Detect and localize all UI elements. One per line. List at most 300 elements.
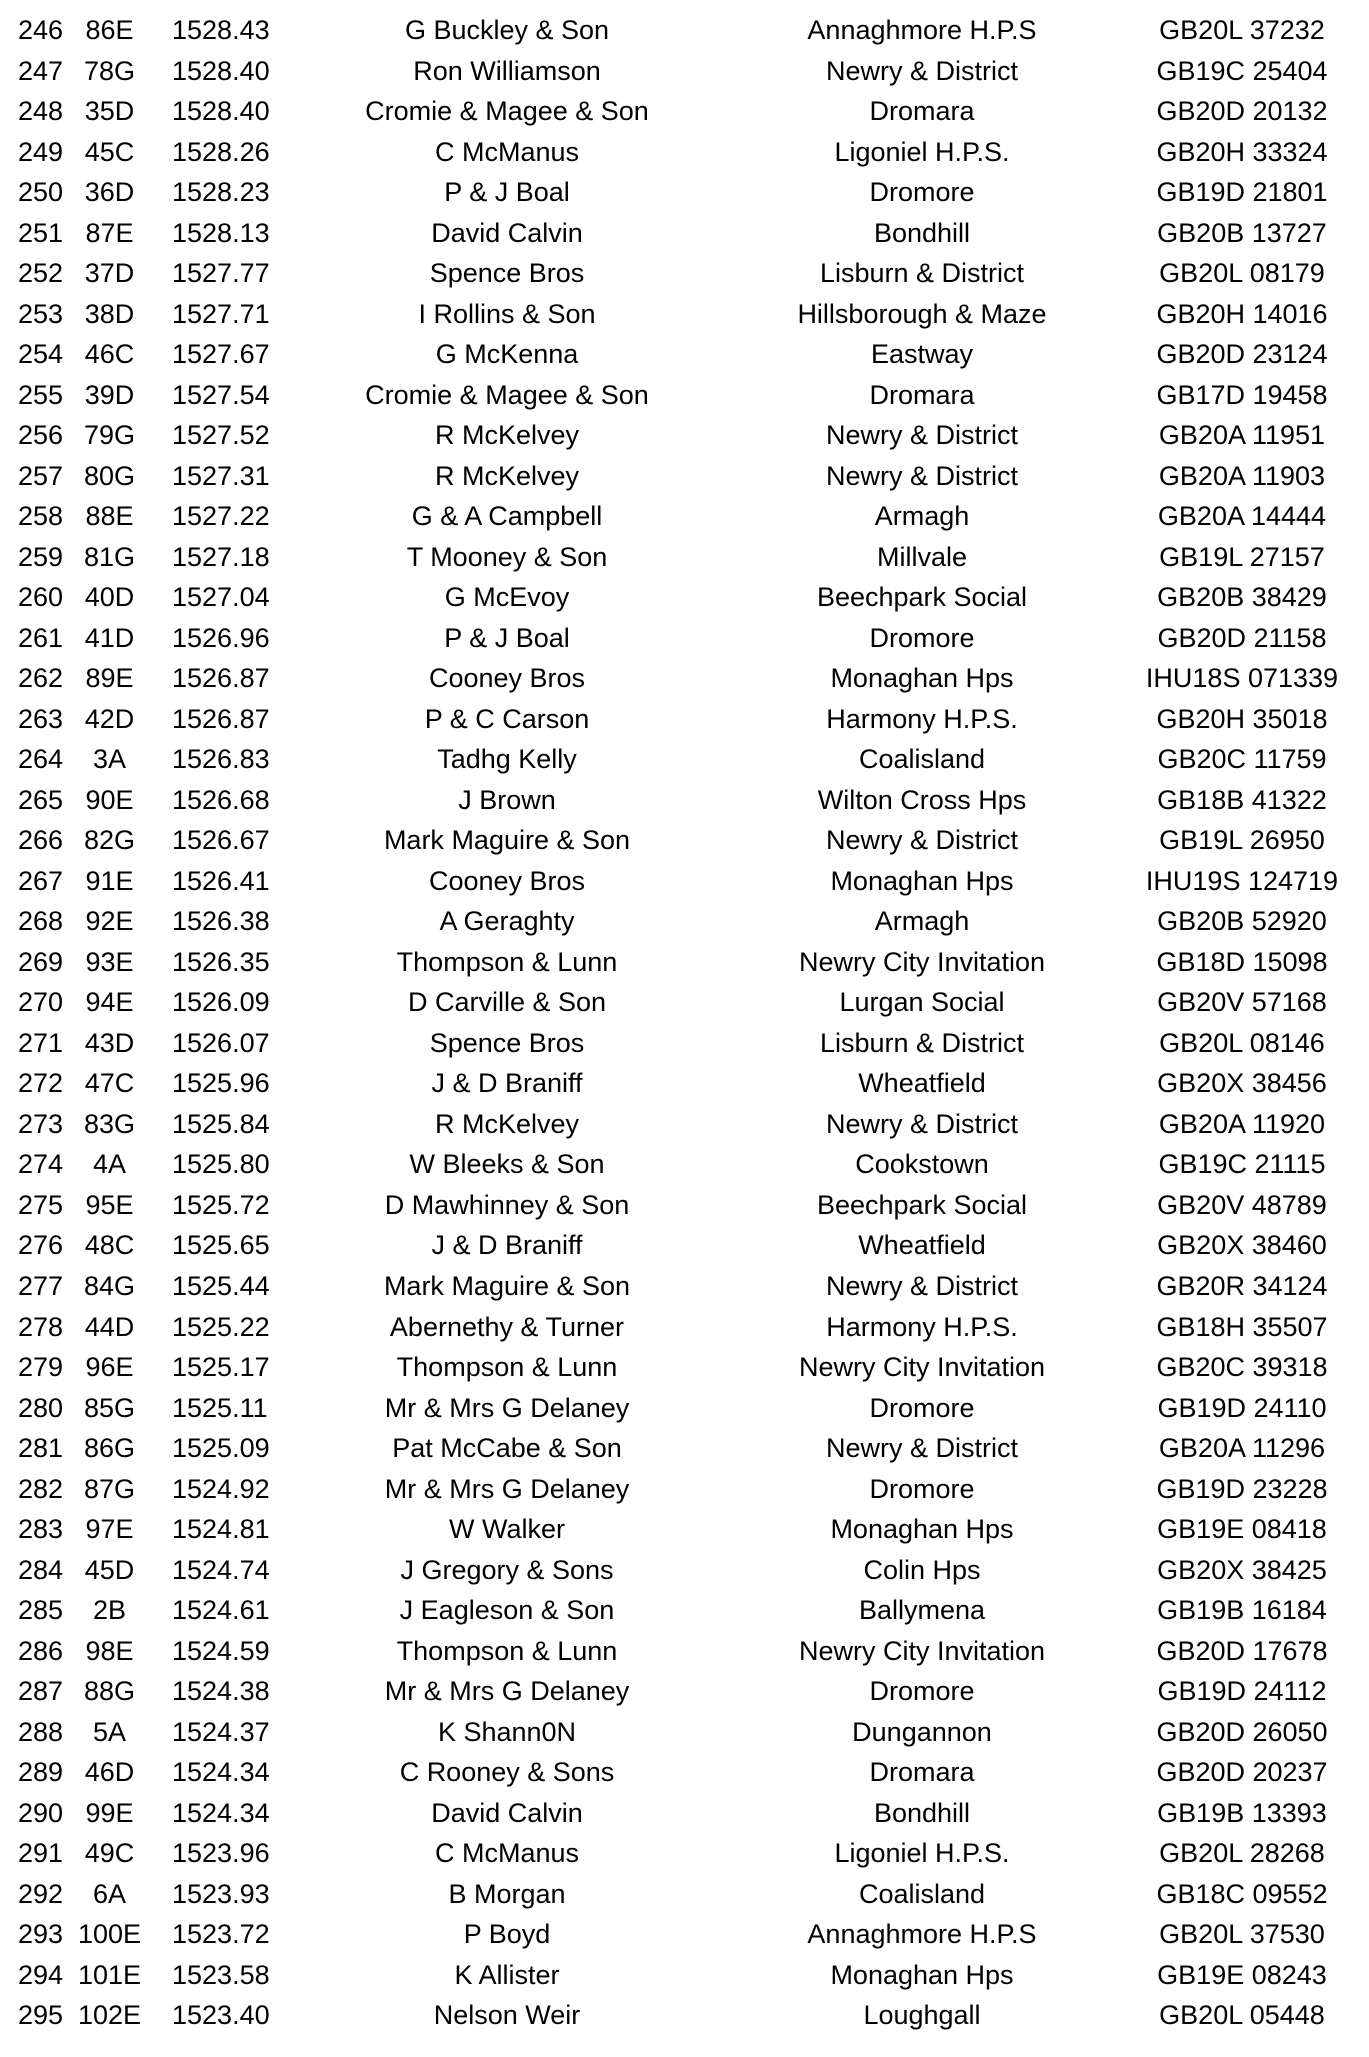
ring-number-cell: 86G [83, 1433, 136, 1464]
ring-number-cell: 83G [83, 1108, 136, 1139]
velocity-cell: 1528.26 [172, 136, 270, 167]
ring-id-cell: GB20V 48789 [1157, 1189, 1327, 1220]
fancier-name-cell: Nelson Weir [433, 2000, 581, 2031]
velocity-cell: 1523.72 [172, 1919, 270, 1950]
ring-number-cell: 87E [85, 217, 134, 248]
club-cell: Newry City Invitation [798, 1352, 1046, 1383]
fancier-name-cell: Thompson & Lunn [396, 1635, 618, 1666]
ring-number-cell: 93E [85, 946, 134, 977]
table-row [0, 1550, 1369, 1591]
fancier-name-cell: J Eagleson & Son [399, 1595, 615, 1626]
ring-id-cell: GB20D 26050 [1156, 1716, 1328, 1747]
club-cell: Annaghmore H.P.S [807, 15, 1037, 45]
ring-number-cell: 37D [84, 258, 135, 289]
table-row [0, 1955, 1369, 1996]
fancier-name-cell: Cooney Bros [428, 663, 586, 694]
ring-number-cell: 46D [84, 1757, 135, 1788]
ring-id-cell: IHU19S 124719 [1145, 865, 1339, 896]
table-row [0, 253, 1369, 294]
ring-id-cell: GB19C 21115 [1158, 1149, 1326, 1180]
fancier-name-cell: D Mawhinney & Son [384, 1189, 630, 1220]
position-cell: 293 [18, 1919, 64, 1950]
table-row [0, 1793, 1369, 1834]
ring-id-cell: GB20H 33324 [1156, 136, 1328, 167]
ring-number-cell: 97E [85, 1514, 134, 1545]
position-cell: 287 [18, 1676, 64, 1707]
fancier-name-cell: J & D Braniff [431, 1230, 583, 1261]
ring-id-cell: GB20A 11920 [1158, 1108, 1326, 1139]
fancier-name-cell: Spence Bros [429, 1027, 585, 1058]
club-cell: Monaghan Hps [830, 865, 1014, 896]
ring-number-cell: 88E [85, 501, 134, 532]
fancier-name-cell: Tadhg Kelly [437, 744, 577, 775]
table-row [0, 658, 1369, 699]
fancier-name-cell: P & J Boal [444, 622, 570, 653]
position-cell: 261 [18, 622, 64, 653]
position-cell: 251 [18, 217, 64, 248]
fancier-name-cell: J Brown [458, 784, 556, 815]
ring-number-cell: 4A [92, 1149, 127, 1180]
velocity-cell: 1526.41 [172, 865, 270, 896]
club-cell: Dungannon [852, 1716, 992, 1747]
ring-number-cell: 5A [92, 1716, 127, 1747]
ring-id-cell: GB20H 14016 [1156, 298, 1328, 329]
club-cell: Wheatfield [858, 1230, 986, 1261]
fancier-name-cell: G & A Campbell [411, 501, 603, 532]
ring-id-cell: GB20A 11296 [1158, 1433, 1326, 1464]
velocity-cell: 1525.22 [172, 1311, 270, 1342]
ring-id-cell: GB20D 20237 [1156, 1757, 1328, 1788]
position-cell: 276 [18, 1230, 64, 1261]
club-cell: Coalisland [858, 744, 986, 775]
club-cell: Harmony H.P.S. [826, 1311, 1018, 1342]
velocity-cell: 1524.34 [172, 1797, 270, 1828]
ring-number-cell: 88G [83, 1676, 136, 1707]
table-row [0, 901, 1369, 942]
ring-id-cell: GB20R 34124 [1156, 1270, 1328, 1301]
ring-id-cell: GB18D 15098 [1156, 946, 1328, 977]
position-cell: 250 [18, 177, 64, 208]
fancier-name-cell: Thompson & Lunn [396, 946, 618, 977]
ring-number-cell: 102E [77, 2000, 142, 2031]
ring-id-cell: GB19E 08243 [1157, 1959, 1327, 1990]
ring-number-cell: 95E [85, 1189, 134, 1220]
fancier-name-cell: Cooney Bros [428, 865, 586, 896]
ring-number-cell: 84G [83, 1270, 136, 1301]
ring-id-cell: GB20B 52920 [1157, 906, 1327, 937]
club-cell: Monaghan Hps [830, 1959, 1014, 1990]
ring-id-cell: GB19E 08418 [1157, 1514, 1327, 1545]
table-row [0, 456, 1369, 497]
velocity-cell: 1524.92 [172, 1473, 270, 1504]
club-cell: Newry & District [825, 55, 1018, 86]
velocity-cell: 1528.40 [172, 96, 270, 127]
club-cell: Wheatfield [858, 1068, 986, 1099]
club-cell: Ligoniel H.P.S. [834, 1838, 1010, 1869]
ring-id-cell: GB20A 11951 [1158, 420, 1326, 451]
ring-number-cell: 90E [85, 784, 134, 815]
fancier-name-cell: Spence Bros [429, 258, 585, 289]
position-cell: 269 [18, 946, 64, 977]
velocity-cell: 1527.04 [172, 582, 270, 613]
table-row [0, 1874, 1369, 1915]
fancier-name-cell: D Carville & Son [407, 987, 607, 1018]
club-cell: Monaghan Hps [830, 663, 1014, 694]
position-cell: 284 [18, 1554, 64, 1585]
velocity-cell: 1526.09 [172, 987, 270, 1018]
table-row [0, 1914, 1369, 1955]
ring-number-cell: 3A [92, 744, 127, 775]
fancier-name-cell: A Geraghty [439, 906, 575, 937]
table-row [0, 1063, 1369, 1104]
ring-number-cell: 45D [84, 1554, 135, 1585]
club-cell: Newry & District [825, 420, 1018, 451]
table-row [0, 780, 1369, 821]
velocity-cell: 1527.22 [172, 501, 270, 532]
velocity-cell: 1526.67 [172, 825, 270, 856]
velocity-cell: 1525.44 [172, 1270, 270, 1301]
ring-number-cell: 94E [85, 987, 134, 1018]
position-cell: 282 [18, 1473, 64, 1504]
velocity-cell: 1526.83 [172, 744, 270, 775]
club-cell: Armagh [874, 906, 970, 937]
table-row [0, 1347, 1369, 1388]
ring-id-cell: GB20V 57168 [1157, 987, 1327, 1018]
club-cell: Bondhill [873, 1797, 971, 1828]
ring-id-cell: GB20L 37232 [1159, 15, 1325, 45]
table-row [0, 942, 1369, 983]
position-cell: 286 [18, 1635, 64, 1666]
fancier-name-cell: David Calvin [431, 1797, 583, 1828]
velocity-cell: 1527.67 [172, 339, 270, 370]
table-row [0, 1469, 1369, 1510]
velocity-cell: 1526.35 [172, 946, 270, 977]
fancier-name-cell: J & D Braniff [431, 1068, 583, 1099]
ring-number-cell: 48C [84, 1230, 135, 1261]
velocity-cell: 1526.68 [172, 784, 270, 815]
ring-number-cell: 101E [77, 1959, 142, 1990]
velocity-cell: 1523.93 [172, 1878, 270, 1909]
position-cell: 272 [18, 1068, 64, 1099]
table-row [0, 618, 1369, 659]
ring-number-cell: 39D [84, 379, 135, 410]
ring-number-cell: 89E [85, 663, 134, 694]
position-cell: 255 [18, 379, 64, 410]
club-cell: Colin Hps [863, 1554, 981, 1585]
velocity-cell: 1524.38 [172, 1676, 270, 1707]
fancier-name-cell: T Mooney & Son [406, 541, 608, 572]
table-row [0, 577, 1369, 618]
ring-number-cell: 2B [92, 1595, 127, 1626]
table-row [0, 294, 1369, 335]
position-cell: 292 [18, 1878, 64, 1909]
position-cell: 278 [18, 1311, 64, 1342]
ring-id-cell: GB20L 28268 [1159, 1838, 1325, 1869]
fancier-name-cell: R McKelvey [434, 460, 580, 491]
club-cell: Dromore [869, 1392, 975, 1423]
velocity-cell: 1524.34 [172, 1757, 270, 1788]
position-cell: 256 [18, 420, 64, 451]
fancier-name-cell: G Buckley & Son [404, 15, 610, 45]
position-cell: 268 [18, 906, 64, 937]
velocity-cell: 1526.07 [172, 1027, 270, 1058]
ring-id-cell: GB19C 25404 [1156, 55, 1328, 86]
position-cell: 289 [18, 1757, 64, 1788]
ring-number-cell: 46C [84, 339, 135, 370]
position-cell: 264 [18, 744, 64, 775]
ring-id-cell: GB19D 24110 [1157, 1392, 1327, 1423]
ring-number-cell: 80G [83, 460, 136, 491]
table-row [0, 861, 1369, 902]
table-row [0, 1995, 1369, 2036]
fancier-name-cell: R McKelvey [434, 1108, 580, 1139]
table-row [0, 699, 1369, 740]
club-cell: Wilton Cross Hps [817, 784, 1027, 815]
club-cell: Dromara [869, 379, 975, 410]
position-cell: 252 [18, 258, 64, 289]
table-row [0, 91, 1369, 132]
club-cell: Dromore [869, 622, 975, 653]
club-cell: Monaghan Hps [830, 1514, 1014, 1545]
table-row [0, 1307, 1369, 1348]
table-row [0, 10, 1369, 51]
position-cell: 248 [18, 96, 64, 127]
ring-id-cell: GB19B 16184 [1157, 1595, 1327, 1626]
fancier-name-cell: Abernethy & Turner [389, 1311, 625, 1342]
fancier-name-cell: Cromie & Magee & Son [365, 379, 649, 410]
velocity-cell: 1527.54 [172, 379, 270, 410]
club-cell: Eastway [870, 339, 974, 370]
velocity-cell: 1525.96 [172, 1068, 270, 1099]
club-cell: Newry & District [825, 825, 1018, 856]
ring-id-cell: GB20D 20132 [1156, 96, 1328, 127]
ring-id-cell: GB18B 41322 [1157, 784, 1327, 815]
club-cell: Bondhill [873, 217, 971, 248]
fancier-name-cell: Mark Maguire & Son [383, 825, 631, 856]
club-cell: Beechpark Social [816, 582, 1028, 613]
position-cell: 294 [18, 1959, 64, 1990]
ring-id-cell: GB19B 13393 [1157, 1797, 1327, 1828]
table-row [0, 172, 1369, 213]
ring-id-cell: GB20L 37530 [1159, 1919, 1325, 1950]
ring-number-cell: 100E [77, 1919, 142, 1950]
fancier-name-cell: W Bleeks & Son [409, 1149, 605, 1180]
club-cell: Annaghmore H.P.S [807, 1919, 1037, 1950]
velocity-cell: 1526.87 [172, 663, 270, 694]
fancier-name-cell: J Gregory & Sons [400, 1554, 614, 1585]
fancier-name-cell: C Rooney & Sons [399, 1757, 615, 1788]
table-row [0, 982, 1369, 1023]
ring-id-cell: GB19L 26950 [1159, 825, 1325, 856]
velocity-cell: 1523.58 [172, 1959, 270, 1990]
fancier-name-cell: P Boyd [463, 1919, 551, 1950]
position-cell: 262 [18, 663, 64, 694]
ring-id-cell: GB20L 08179 [1159, 258, 1325, 289]
velocity-cell: 1525.80 [172, 1149, 270, 1180]
position-cell: 267 [18, 865, 64, 896]
position-cell: 285 [18, 1595, 64, 1626]
fancier-name-cell: Mr & Mrs G Delaney [384, 1392, 630, 1423]
fancier-name-cell: P & C Carson [424, 703, 590, 734]
fancier-name-cell: Pat McCabe & Son [392, 1433, 622, 1464]
club-cell: Dromore [869, 1473, 975, 1504]
fancier-name-cell: Mr & Mrs G Delaney [384, 1676, 630, 1707]
position-cell: 259 [18, 541, 64, 572]
ring-number-cell: 41D [84, 622, 135, 653]
position-cell: 290 [18, 1797, 64, 1828]
fancier-name-cell: K Allister [454, 1959, 560, 1990]
club-cell: Millvale [876, 541, 968, 572]
results-table [0, 10, 1369, 2036]
ring-number-cell: 98E [85, 1635, 134, 1666]
club-cell: Newry & District [825, 460, 1018, 491]
position-cell: 295 [18, 2000, 64, 2031]
velocity-cell: 1524.81 [172, 1514, 270, 1545]
ring-id-cell: GB19D 23228 [1156, 1473, 1328, 1504]
club-cell: Newry & District [825, 1433, 1018, 1464]
fancier-name-cell: Thompson & Lunn [396, 1352, 618, 1383]
ring-id-cell: IHU18S 071339 [1145, 663, 1339, 694]
table-row [0, 1833, 1369, 1874]
ring-number-cell: 99E [85, 1797, 134, 1828]
ring-number-cell: 43D [84, 1027, 135, 1058]
ring-id-cell: GB20H 35018 [1156, 703, 1328, 734]
ring-id-cell: GB20B 13727 [1157, 217, 1327, 248]
table-row [0, 496, 1369, 537]
fancier-name-cell: David Calvin [431, 217, 583, 248]
table-row [0, 820, 1369, 861]
ring-number-cell: 81G [83, 541, 136, 572]
ring-number-cell: 45C [84, 136, 135, 167]
position-cell: 266 [18, 825, 64, 856]
table-row [0, 1631, 1369, 1672]
velocity-cell: 1527.31 [172, 460, 270, 491]
ring-id-cell: GB20L 08146 [1159, 1027, 1325, 1058]
ring-id-cell: GB20X 38456 [1157, 1068, 1327, 1099]
fancier-name-cell: B Morgan [448, 1878, 566, 1909]
ring-number-cell: 91E [85, 865, 134, 896]
velocity-cell: 1527.77 [172, 258, 270, 289]
velocity-cell: 1527.18 [172, 541, 270, 572]
fancier-name-cell: Mark Maguire & Son [383, 1270, 631, 1301]
table-row [0, 1712, 1369, 1753]
ring-id-cell: GB20B 38429 [1157, 582, 1327, 613]
ring-id-cell: GB19D 21801 [1156, 177, 1328, 208]
velocity-cell: 1528.23 [172, 177, 270, 208]
ring-number-cell: 87G [83, 1473, 136, 1504]
ring-number-cell: 36D [84, 177, 135, 208]
fancier-name-cell: Mr & Mrs G Delaney [384, 1473, 630, 1504]
table-row [0, 132, 1369, 173]
ring-id-cell: GB20A 11903 [1158, 460, 1326, 491]
table-row [0, 1266, 1369, 1307]
fancier-name-cell: G McKenna [435, 339, 579, 370]
fancier-name-cell: C McManus [434, 1838, 580, 1869]
club-cell: Ligoniel H.P.S. [834, 136, 1010, 167]
ring-id-cell: GB20L 05448 [1159, 2000, 1325, 2031]
club-cell: Cookstown [855, 1149, 989, 1180]
club-cell: Lisburn & District [819, 1027, 1025, 1058]
position-cell: 263 [18, 703, 64, 734]
table-row [0, 1225, 1369, 1266]
ring-id-cell: GB19D 24112 [1157, 1676, 1327, 1707]
velocity-cell: 1524.37 [172, 1716, 270, 1747]
fancier-name-cell: P & J Boal [444, 177, 570, 208]
club-cell: Coalisland [858, 1878, 986, 1909]
ring-id-cell: GB17D 19458 [1156, 379, 1328, 410]
position-cell: 277 [18, 1270, 64, 1301]
ring-id-cell: GB18H 35507 [1156, 1311, 1328, 1342]
ring-number-cell: 92E [85, 906, 134, 937]
table-row [0, 537, 1369, 578]
ring-number-cell: 49C [84, 1838, 135, 1869]
velocity-cell: 1524.74 [172, 1554, 270, 1585]
velocity-cell: 1523.40 [172, 2000, 270, 2031]
table-row [0, 1104, 1369, 1145]
ring-number-cell: 96E [85, 1352, 134, 1383]
table-row [0, 1671, 1369, 1712]
position-cell: 291 [18, 1838, 64, 1869]
ring-number-cell: 6A [92, 1878, 127, 1909]
ring-number-cell: 38D [84, 298, 135, 329]
table-row [0, 1752, 1369, 1793]
ring-id-cell: GB20C 11759 [1157, 744, 1327, 775]
ring-number-cell: 35D [84, 96, 135, 127]
position-cell: 246 [18, 15, 64, 45]
club-cell: Armagh [874, 501, 970, 532]
velocity-cell: 1525.72 [172, 1189, 270, 1220]
position-cell: 283 [18, 1514, 64, 1545]
club-cell: Hillsborough & Maze [797, 298, 1047, 329]
position-cell: 280 [18, 1392, 64, 1423]
velocity-cell: 1527.52 [172, 420, 270, 451]
ring-id-cell: GB20D 23124 [1156, 339, 1328, 370]
position-cell: 253 [18, 298, 64, 329]
table-row [0, 1023, 1369, 1064]
position-cell: 279 [18, 1352, 64, 1383]
position-cell: 258 [18, 501, 64, 532]
velocity-cell: 1525.65 [172, 1230, 270, 1261]
ring-number-cell: 44D [84, 1311, 135, 1342]
club-cell: Newry & District [825, 1270, 1018, 1301]
table-row [0, 1509, 1369, 1550]
ring-id-cell: GB20C 39318 [1156, 1352, 1328, 1383]
velocity-cell: 1526.96 [172, 622, 270, 653]
table-row [0, 415, 1369, 456]
ring-id-cell: GB20D 17678 [1156, 1635, 1328, 1666]
fancier-name-cell: G McEvoy [444, 582, 570, 613]
velocity-cell: 1525.11 [172, 1392, 268, 1423]
club-cell: Dromore [869, 177, 975, 208]
position-cell: 260 [18, 582, 64, 613]
fancier-name-cell: C McManus [434, 136, 580, 167]
table-row [0, 213, 1369, 254]
velocity-cell: 1524.59 [172, 1635, 270, 1666]
club-cell: Beechpark Social [816, 1189, 1028, 1220]
ring-number-cell: 82G [83, 825, 136, 856]
velocity-cell: 1525.09 [172, 1433, 270, 1464]
velocity-cell: 1523.96 [172, 1838, 270, 1869]
fancier-name-cell: K Shann0N [437, 1716, 577, 1747]
ring-number-cell: 47C [84, 1068, 135, 1099]
table-row [0, 1388, 1369, 1429]
ring-number-cell: 42D [84, 703, 135, 734]
position-cell: 257 [18, 460, 64, 491]
ring-number-cell: 79G [83, 420, 136, 451]
velocity-cell: 1528.43 [172, 15, 270, 45]
table-row [0, 1590, 1369, 1631]
position-cell: 254 [18, 339, 64, 370]
